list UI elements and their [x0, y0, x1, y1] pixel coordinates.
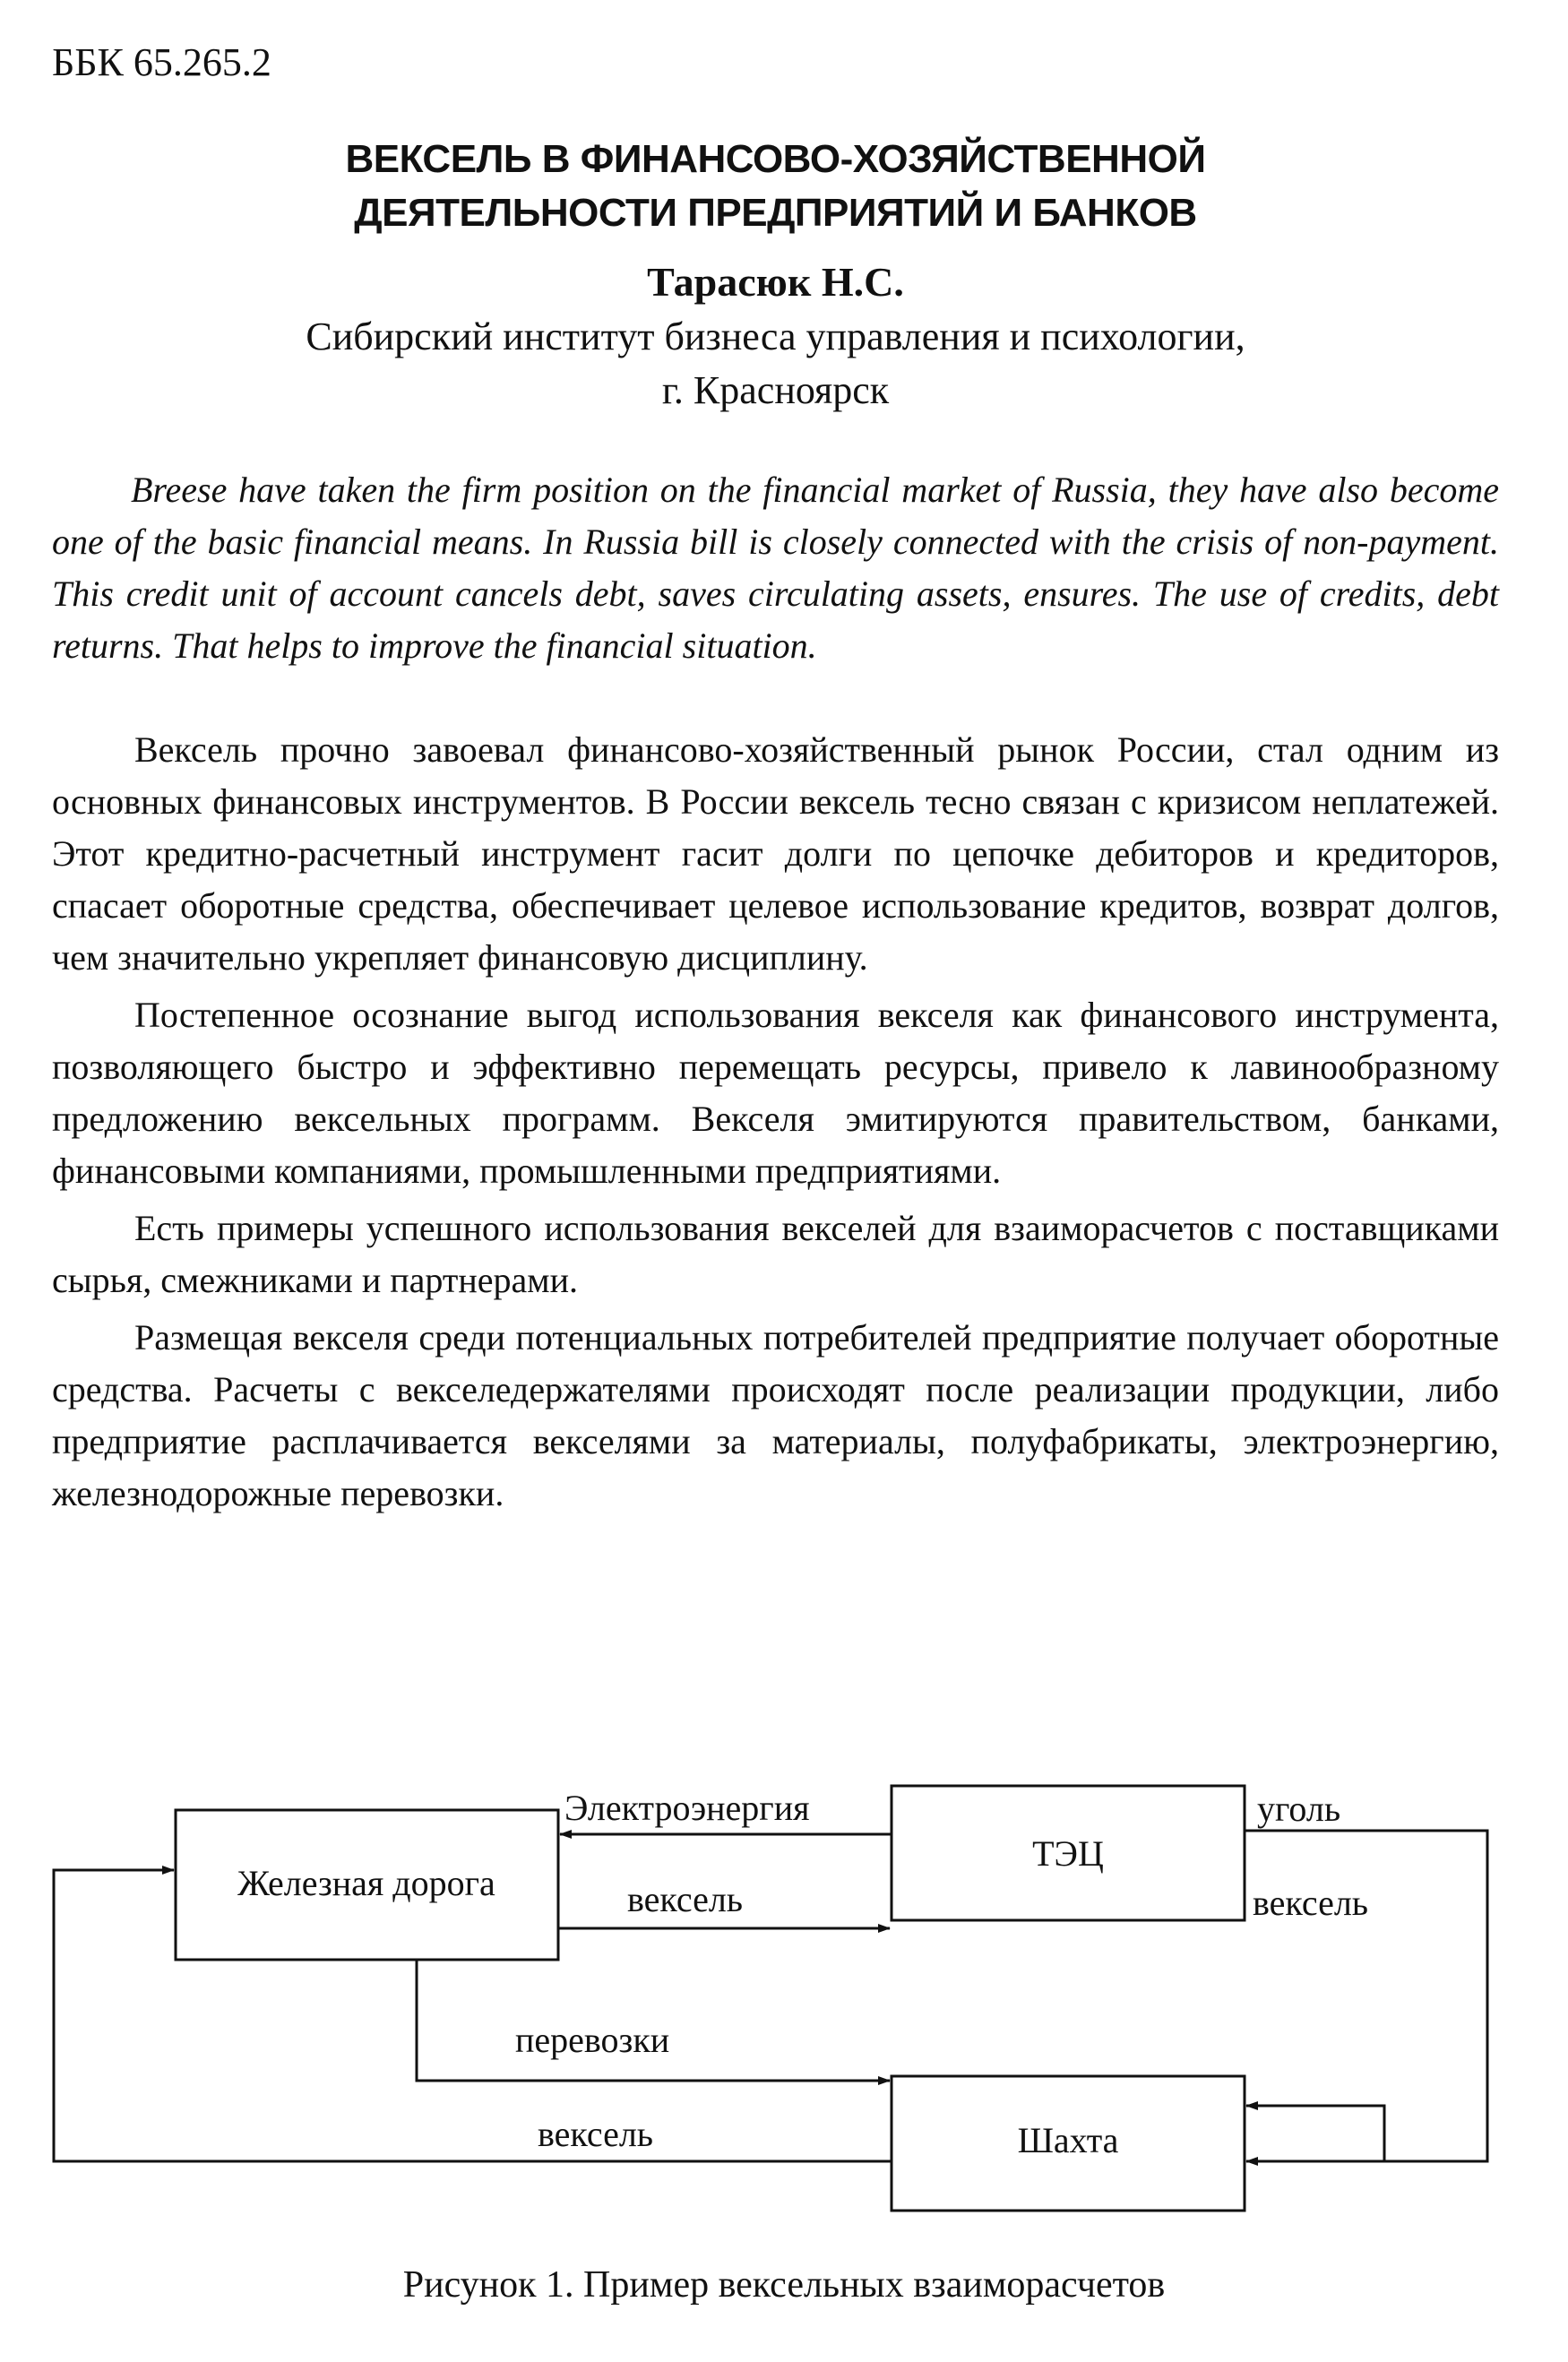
arrow-bill-tec-mine [1246, 2106, 1384, 2162]
title-line-2: ДЕЯТЕЛЬНОСТИ ПРЕДПРИЯТИЙ И БАНКОВ [354, 191, 1197, 235]
article-title [52, 133, 1499, 240]
arrow-bill-mine-rail [54, 1870, 892, 2161]
label-transport: перевозки [515, 2020, 670, 2060]
node-railway: Железная дорога [237, 1863, 495, 1903]
author: Тарасюк Н.С. [647, 259, 904, 305]
bbk-code: ББК 65.265.2 [52, 40, 271, 84]
paragraph-1: Вексель прочно завоевал финансово-хозяйственный рынок России, стал одним из основных финансовых инструментов. В России вексель тесно связан с кризисом неплатежей. Этот кредитно-расчетный инструмент гасит долги по цепочке дебиторов и кредиторов, спасает оборотные средства, обеспечивает целевое использование кредитов, возврат долгов, чем значительно укрепляет финансовую дисциплину. [52, 729, 1499, 978]
figure-caption: Рисунок 1. Пример вексельных взаиморасчетов [402, 2264, 1166, 2306]
page [52, 36, 1499, 1525]
affiliation [52, 310, 1499, 418]
label-electricity: Электроэнергия [564, 1788, 810, 1828]
abstract: Breese have taken the firm position on the financial market of Russia, they have also become one of the basic financial means. In Russia bill is closely connected with the crisis of non-payment. This credit unit of account cancels debt, saves circulating assets, ensures. The use of credits, debt returns. That helps to improve the financial situation. [52, 470, 1499, 666]
node-tec: ТЭЦ [1032, 1833, 1104, 1874]
paragraph-3: Есть примеры успешного использования векселей для взаиморасчетов с поставщиками сырья, смежниками и партнерами. [52, 1208, 1499, 1300]
paragraph-2: Постепенное осознание выгод использования векселя как финансового инструмента, позволяющего быстро и эффективно перемещать ресурсы, привело к лавинообразному предложению вексельных программ. Векселя эмитируются правительством, банками, финансовыми компаниями, промышленными предприятиями. [52, 995, 1499, 1191]
node-mine: Шахта [1017, 2120, 1119, 2160]
settlement-diagram [0, 1731, 1568, 2269]
body-text [52, 724, 1499, 1520]
paragraph-4: Размещая векселя среди потенциальных потребителей предприятие получает оборотные средства. Расчеты с векселедержателями происходят после реализации продукции, либо предприятие расплачивается векселями за материалы, полуфабрикаты, электроэнергию, железнодорожные перевозки. [52, 1317, 1499, 1513]
title-line-1: ВЕКСЕЛЬ В ФИНАНСОВО-ХОЗЯЙСТВЕННОЙ [345, 137, 1206, 181]
affiliation-line-1: Сибирский институт бизнеса управления и психологии, [306, 315, 1245, 358]
label-coal: уголь [1257, 1789, 1341, 1829]
label-bill-tec-mine: вексель [1253, 1883, 1369, 1923]
arrow-coal [1245, 1831, 1487, 2161]
affiliation-line-2: г. Красноярск [661, 368, 890, 412]
label-bill-mine-rail: вексель [538, 2114, 654, 2154]
figure-1 [0, 1731, 1568, 2358]
label-bill-rail-tec: вексель [627, 1879, 744, 1919]
